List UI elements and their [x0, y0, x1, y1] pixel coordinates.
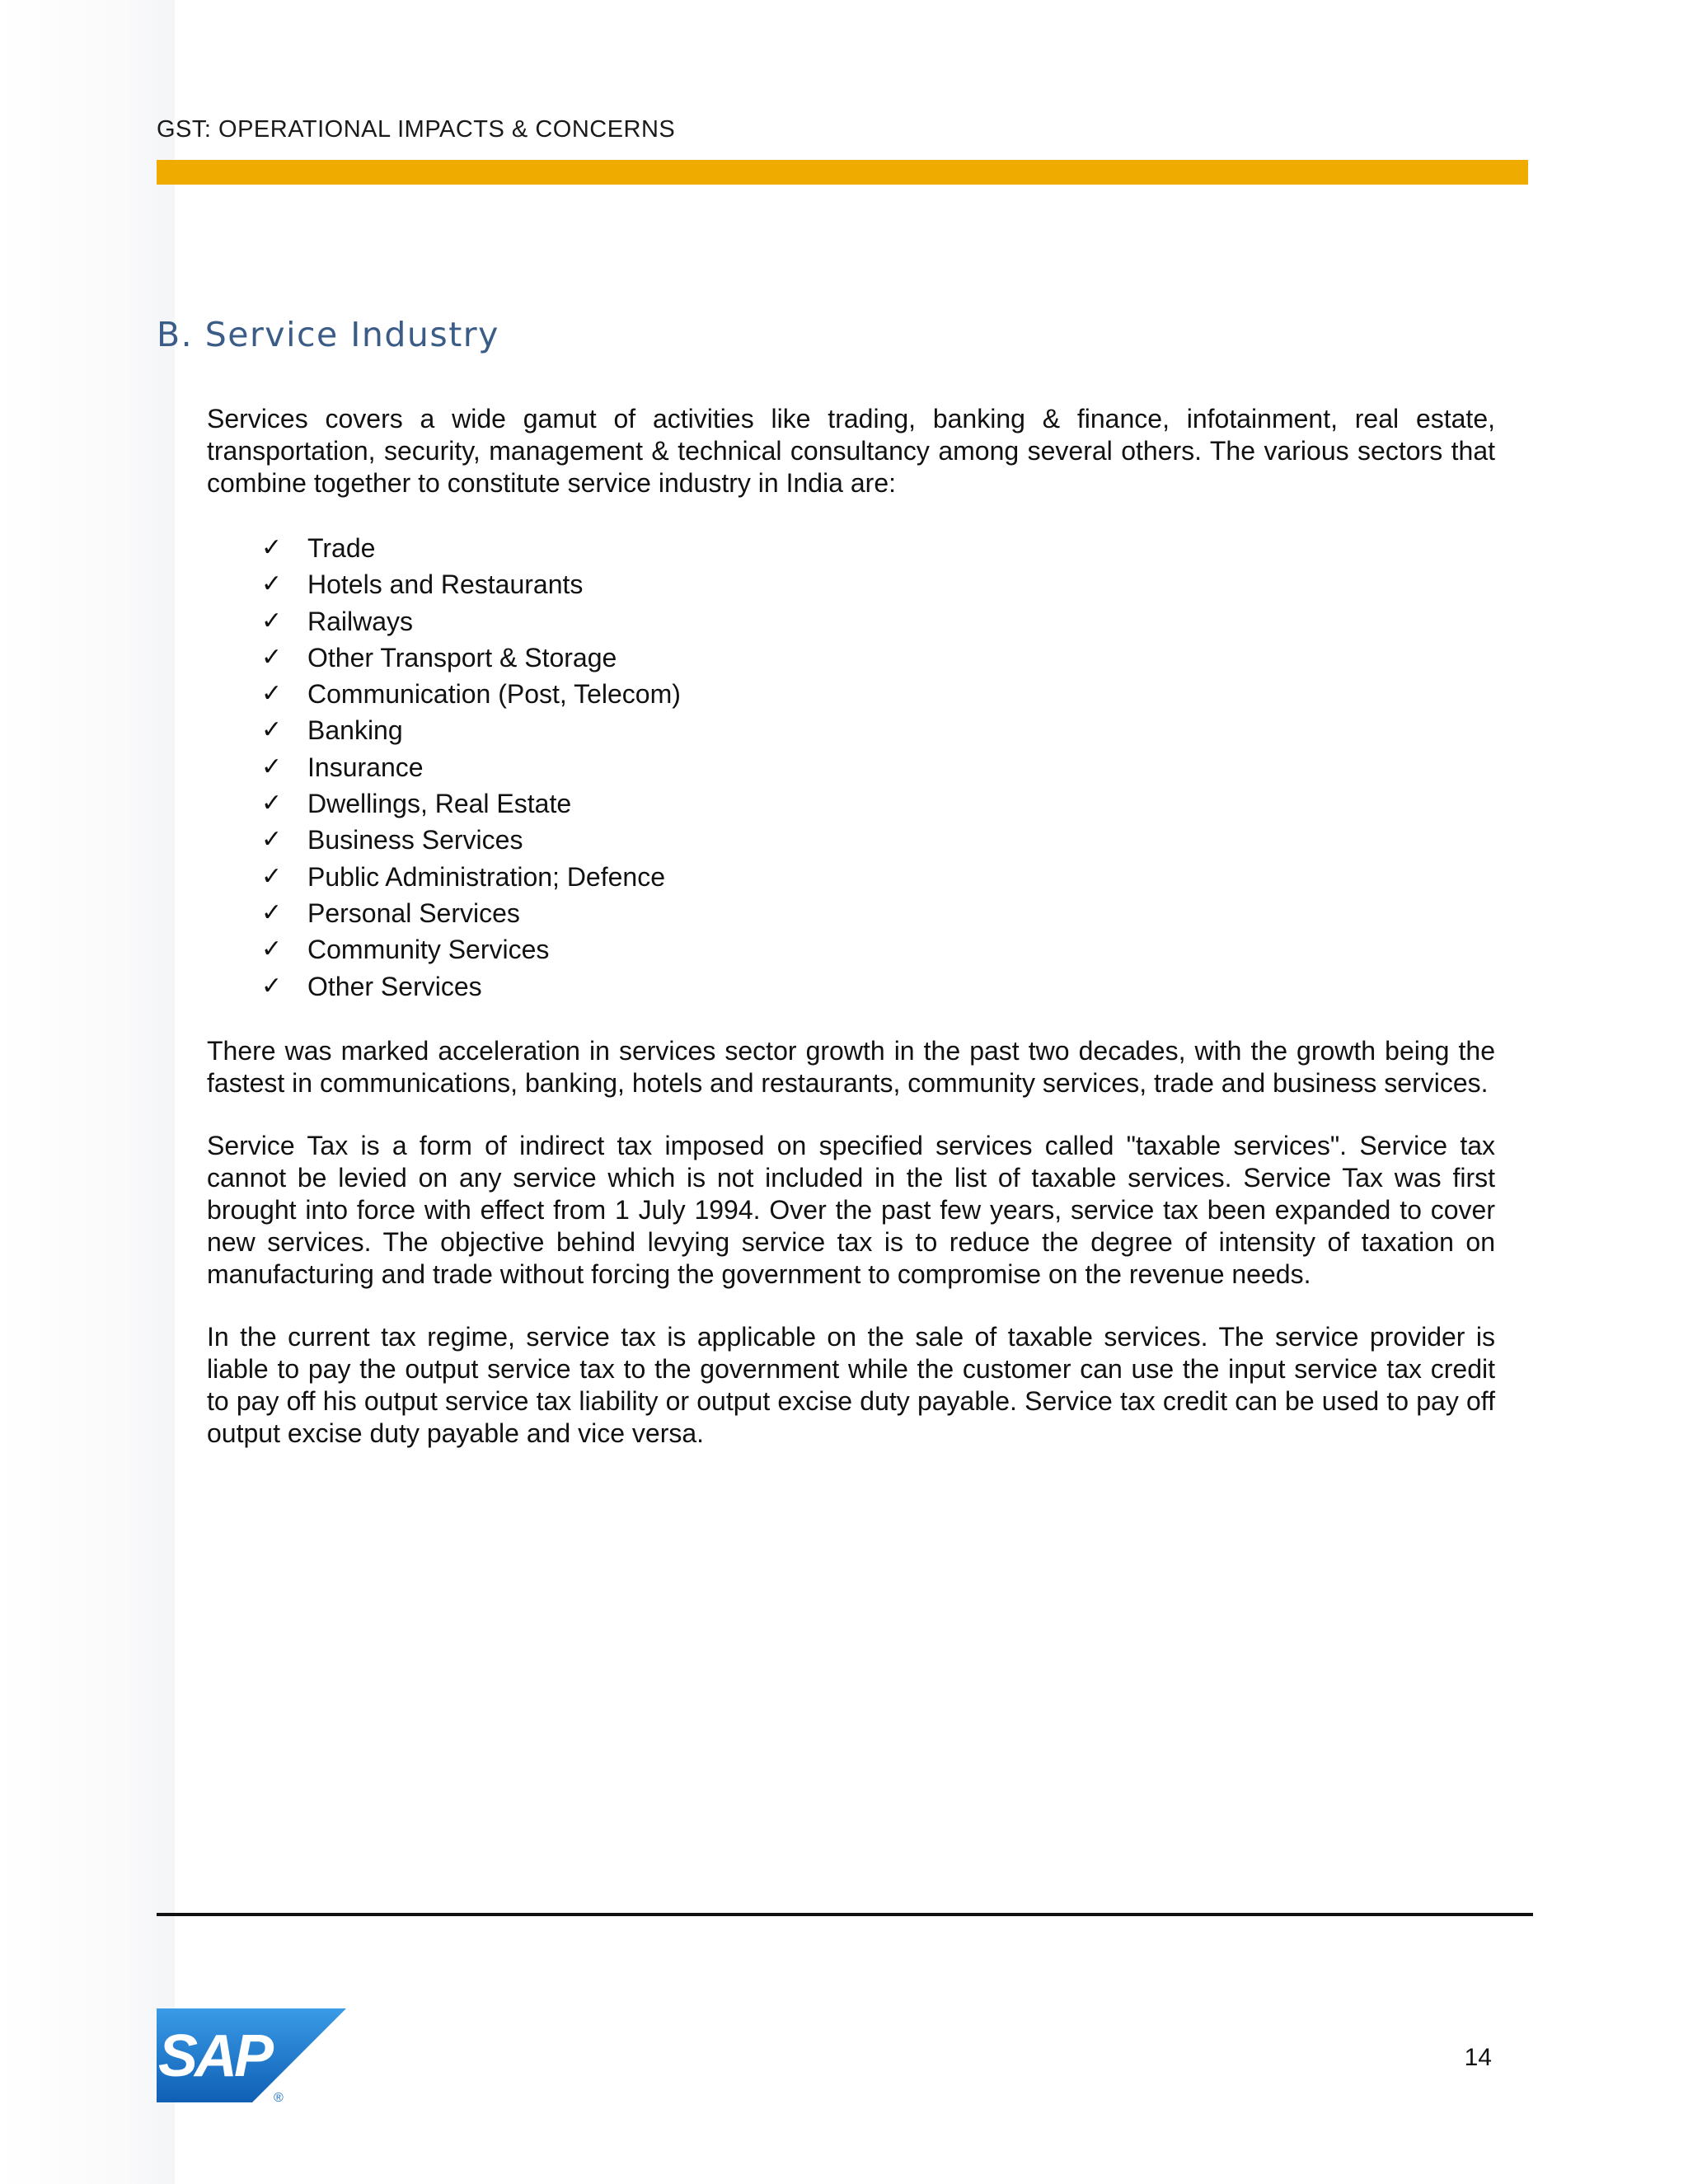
service-tax-paragraph: Service Tax is a form of indirect tax imposed on specified services called "taxable services". Service tax cannot be levied on any service which is not included in the list of taxable services. Service Tax was first brought into force with effect from 1 July 1994. Over the past few years, service tax been expanded to cover new services. The objective behind levying service tax is to reduce the degree of intensity of taxation on manufacturing and trade without forcing the government to compromise on the revenue needs.: [207, 1130, 1495, 1289]
list-item: ✓ Other Services: [261, 968, 1495, 1005]
sector-checklist: [207, 530, 1495, 1005]
list-item: ✓ Other Transport & Storage: [261, 640, 1495, 676]
tax-regime-paragraph: In the current tax regime, service tax is applicable on the sale of taxable services. The service provider is liable to pay the output service tax to the government while the customer can use the input service tax credit to pay off his output service tax liability or output excise duty payable. Service tax credit can be used to pay off output excise duty payable and vice versa.: [207, 1321, 1495, 1448]
footer-divider: [157, 1913, 1533, 1916]
list-item: ✓ Dwellings, Real Estate: [261, 785, 1495, 822]
section-title: B. Service Industry: [157, 315, 499, 354]
list-item: ✓ Railways: [261, 603, 1495, 640]
page-margin-shade: [0, 0, 175, 2184]
checkmark-icon: ✓: [261, 752, 283, 780]
checkmark-icon: ✓: [261, 534, 283, 561]
list-item: ✓ Insurance: [261, 749, 1495, 785]
checkmark-icon: ✓: [261, 680, 283, 708]
checkmark-icon: ✓: [261, 643, 283, 671]
list-item: ✓ Trade: [261, 530, 1495, 566]
page-number: 14: [1464, 2044, 1492, 2071]
registered-mark: ®: [274, 2091, 284, 2102]
checkmark-icon: ✓: [261, 790, 283, 818]
checkmark-icon: ✓: [261, 716, 283, 744]
sap-logo: [157, 2008, 346, 2102]
logo-wordmark: SAP: [158, 2023, 271, 2089]
checkmark-icon: ✓: [261, 972, 283, 1000]
list-item: ✓ Personal Services: [261, 895, 1495, 931]
list-item: ✓ Public Administration; Defence: [261, 859, 1495, 895]
header-accent-bar: [157, 160, 1528, 185]
list-item: ✓ Hotels and Restaurants: [261, 566, 1495, 602]
checkmark-icon: ✓: [261, 862, 283, 890]
checkmark-icon: ✓: [261, 570, 283, 598]
growth-paragraph: There was marked acceleration in services sector growth in the past two decades, with the growth being the fastest in communications, banking, hotels and restaurants, community services, trade and business services.: [207, 1035, 1495, 1098]
checkmark-icon: ✓: [261, 826, 283, 854]
list-item: ✓ Communication (Post, Telecom): [261, 676, 1495, 712]
checkmark-icon: ✓: [261, 898, 283, 926]
list-item: ✓ Business Services: [261, 822, 1495, 858]
body-content: [207, 403, 1495, 1480]
list-item: ✓ Community Services: [261, 931, 1495, 968]
checkmark-icon: ✓: [261, 607, 283, 635]
list-item: ✓ Banking: [261, 712, 1495, 748]
checkmark-icon: ✓: [261, 935, 283, 963]
intro-paragraph: Services covers a wide gamut of activities like trading, banking & finance, infotainment, real estate, transportation, security, management & technical consultancy among several others. The various sectors that combine together to constitute service industry in India are:: [207, 404, 1495, 498]
sap-logo-icon: [157, 2008, 346, 2102]
running-header: GST: OPERATIONAL IMPACTS & CONCERNS: [157, 116, 676, 143]
